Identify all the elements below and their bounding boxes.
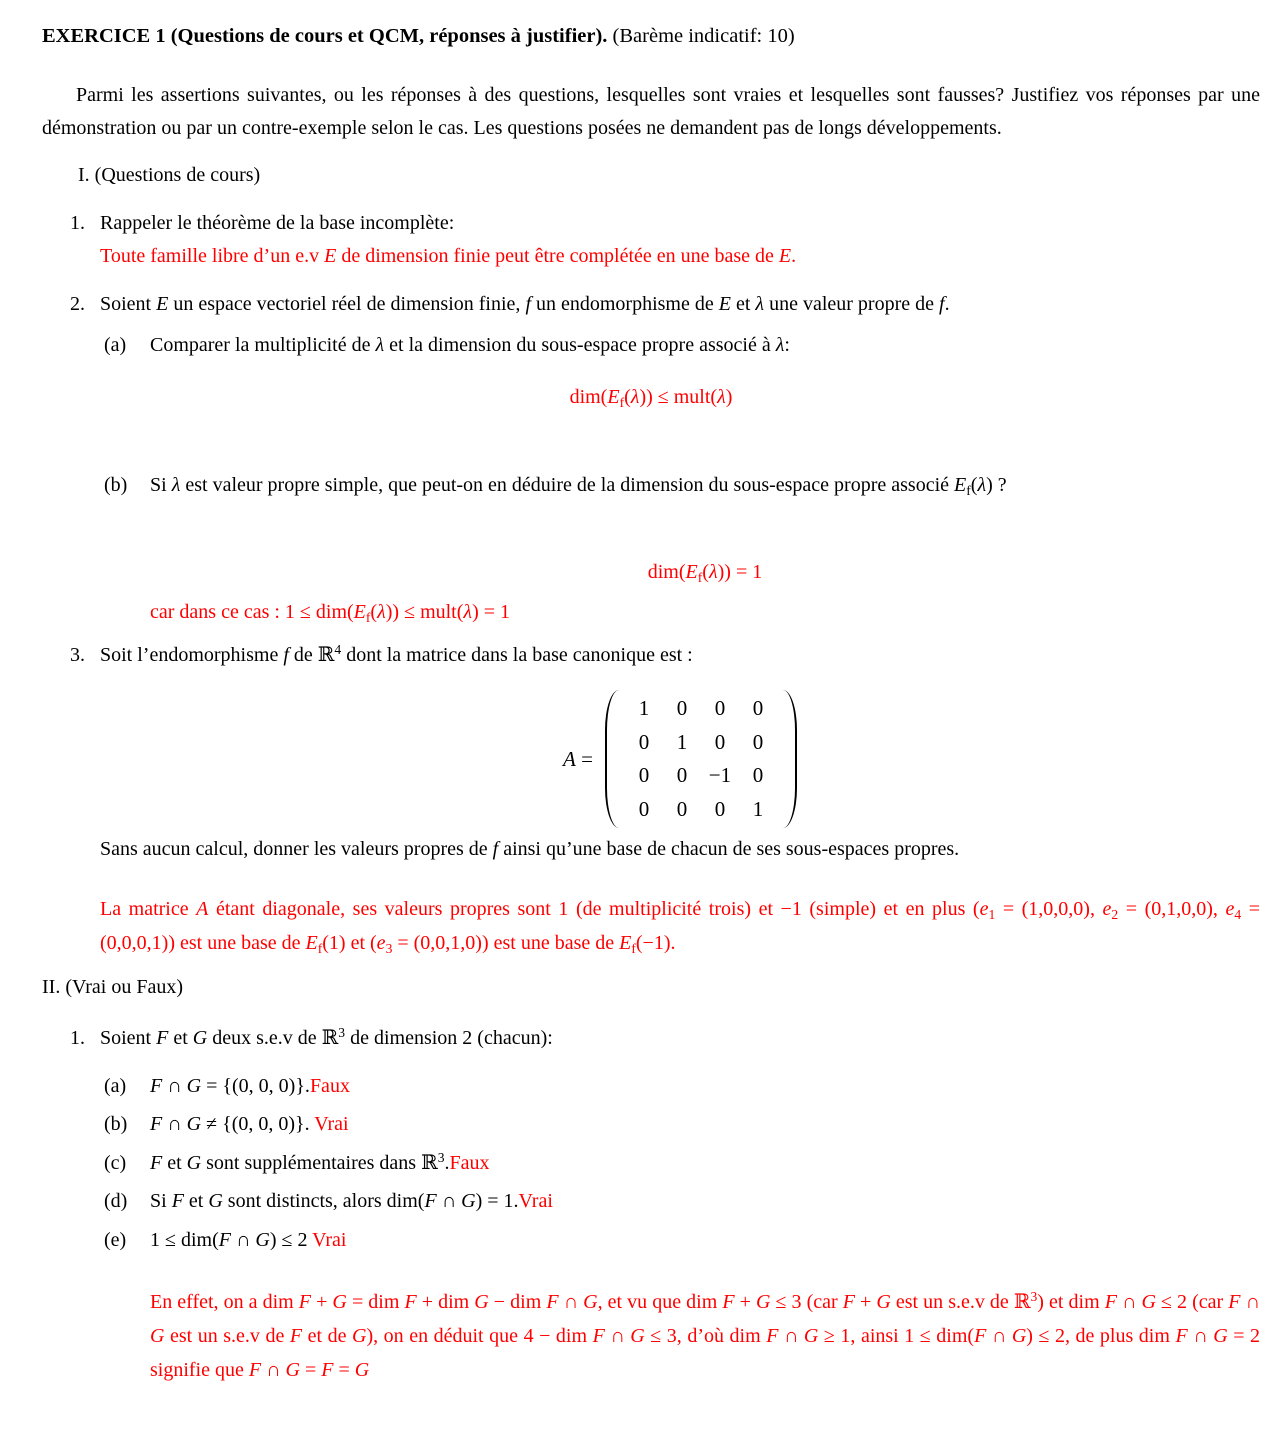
matrix-cell: 0	[714, 696, 726, 721]
tf-item-d	[42, 1190, 1260, 1214]
tf-item-c	[42, 1152, 1260, 1176]
tf-item-e-label: (e)	[104, 1229, 127, 1252]
tf-item-b-statement: F ∩ G ≠ {(0, 0, 0)}.	[150, 1113, 315, 1136]
question-1-text: Rappeler le théorème de la base incomplète:	[100, 211, 455, 234]
tf-item-d-label: (d)	[104, 1190, 128, 1213]
question-2b-text: Si λ est valeur propre simple, que peut-on en déduire de la dimension du sous-espace propre associé $E_f(\lambda)$ ?	[150, 473, 1007, 498]
true-false-question-1	[42, 1027, 1260, 1051]
tf-item-a-body	[150, 1075, 1260, 1099]
question-2-text: Soient E un espace vectoriel réel de dimension finie, f un endomorphisme de E et λ une valeur propre de f.	[100, 292, 950, 315]
matrix-cell: 0	[638, 796, 650, 821]
tf-item-b-body	[150, 1113, 1260, 1137]
tf-item-e	[42, 1229, 1260, 1253]
matrix-cell: 0	[676, 763, 688, 788]
matrix-cell: 0	[714, 729, 726, 754]
tf-item-e-statement: 1 ≤ dim(F ∩ G) ≤ 2	[150, 1229, 313, 1252]
question-3-text: Soit l’endomorphisme f de ℝ$^4$ dont la matrice dans la base canonique est :	[100, 642, 693, 667]
matrix-left-paren	[605, 690, 621, 828]
matrix-cell: 1	[638, 696, 650, 721]
true-false-justification: En effet, on a dim F + G = dim F + dim G − dim F ∩ G, et vu que dim F + G ≤ 3 (car F + G est un s.e.v de ℝ$^3$) et dim F ∩ G ≤ 2 (car F ∩ G est un s.e.v de F et de G), on en déduit que 4 − dim F ∩ G ≤ 3, d’où dim F ∩ G ≥ 1, ainsi 1 ≤ dim(F ∩ G) ≤ 2, de plus dim F ∩ G = 2 signifie que F ∩ G = F = G	[150, 1288, 1261, 1381]
exercise-title-bold: EXERCICE 1 (Questions de cours et QCM, réponses à justifier).	[42, 25, 608, 47]
question-2b-answer-formula: $dim(E_f(\lambda)) = 1$	[647, 561, 763, 585]
question-3-answer: La matrice A étant diagonale, ses valeurs propres sont 1 (de multiplicité trois) et −1 (simple) et en plus ($e_1 = (1,0,0,0)$, $e_2 = (0,1,0,0)$, $e_4 = (0,0,0,1)$) est une base de $E_f(1)$ et $(e_3 = (0,0,1,0))$ est une base de $E_f(-1)$.	[100, 897, 1261, 956]
matrix-body	[605, 690, 797, 828]
tf-item-b-label: (b)	[104, 1113, 128, 1136]
matrix-cell: 0	[676, 696, 688, 721]
question-2a-label: (a)	[104, 334, 127, 357]
matrix-cell: −1	[708, 763, 732, 788]
matrix-cell: 0	[752, 763, 764, 788]
question-1-number: 1.	[70, 211, 85, 234]
question-1-answer: Toute famille libre d’un e.v E de dimension finie peut être complétée en une base de E.	[100, 245, 797, 268]
question-1	[42, 212, 1260, 236]
matrix-grid	[621, 690, 781, 828]
question-2a-text: Comparer la multiplicité de λ et la dimension du sous-espace propre associé à λ:	[150, 334, 790, 357]
tf-item-d-body	[150, 1190, 1260, 1214]
matrix-right-paren	[781, 690, 797, 828]
question-2-number: 2.	[70, 292, 85, 315]
tf-item-a-statement: F ∩ G = {(0, 0, 0)}.	[150, 1074, 310, 1097]
tf-item-e-body	[150, 1229, 1260, 1253]
question-2b	[42, 474, 1260, 498]
question-2a	[42, 334, 1260, 358]
exercise-title-score: (Barème indicatif: 10)	[612, 25, 795, 47]
matrix-cell: 0	[752, 729, 764, 754]
section-1-heading: I. (Questions de cours)	[78, 163, 261, 186]
question-2	[42, 293, 1260, 317]
matrix-cell: 0	[638, 763, 650, 788]
tf-item-e-verdict: Vrai	[312, 1229, 347, 1252]
intro-paragraph: Parmi les assertions suivantes, ou les réponses à des questions, lesquelles sont vraies et lesquelles sont fausses? Justifiez vos réponses par une démonstration ou par un contre-exemple selon le cas. Les questions posées ne demandent pas de longs développements.	[42, 84, 1260, 139]
question-3	[42, 644, 1260, 668]
tf-item-a-verdict: Faux	[309, 1074, 350, 1097]
tf-item-c-verdict: Faux	[449, 1151, 490, 1174]
question-3-text-2: Sans aucun calcul, donner les valeurs propres de f ainsi qu’une base de chacun de ses sous-espaces propres.	[100, 837, 960, 860]
true-false-question-1-text: Soient F et G deux s.e.v de ℝ$^3$ de dimension 2 (chacun):	[100, 1025, 553, 1050]
matrix-cell: 1	[676, 729, 688, 754]
tf-item-c-label: (c)	[104, 1151, 127, 1174]
matrix-cell: 0	[676, 796, 688, 821]
exercise-title	[42, 24, 1260, 48]
matrix-cell: 0	[638, 729, 650, 754]
matrix-display	[100, 684, 1260, 834]
question-2a-answer-formula: $dim(E_f(\lambda))$ ≤ mult(λ)	[569, 385, 733, 410]
tf-item-a-label: (a)	[104, 1074, 127, 1097]
tf-item-d-verdict: Vrai	[518, 1190, 553, 1213]
tf-item-b	[42, 1113, 1260, 1137]
true-false-question-1-number: 1.	[70, 1027, 85, 1050]
tf-item-b-verdict: Vrai	[314, 1113, 349, 1136]
matrix-cell: 1	[752, 796, 764, 821]
question-2b-answer-note: car dans ce cas : $1 \le dim(E_f(\lambda))$ ≤ mult(λ) = 1	[150, 600, 511, 625]
tf-item-a	[42, 1075, 1260, 1099]
question-3-number: 3.	[70, 644, 85, 667]
section-2-heading: II. (Vrai ou Faux)	[42, 975, 183, 998]
question-2b-label: (b)	[104, 473, 128, 496]
tf-item-d-statement: Si F et G sont distincts, alors dim(F ∩ G) = 1.	[150, 1190, 519, 1213]
matrix-lhs: A =	[563, 746, 593, 771]
matrix-cell: 0	[714, 796, 726, 821]
tf-item-c-body	[150, 1152, 1260, 1176]
matrix-cell: 0	[752, 696, 764, 721]
tf-item-c-statement: F et G sont supplémentaires dans ℝ$^3$.	[150, 1150, 450, 1174]
